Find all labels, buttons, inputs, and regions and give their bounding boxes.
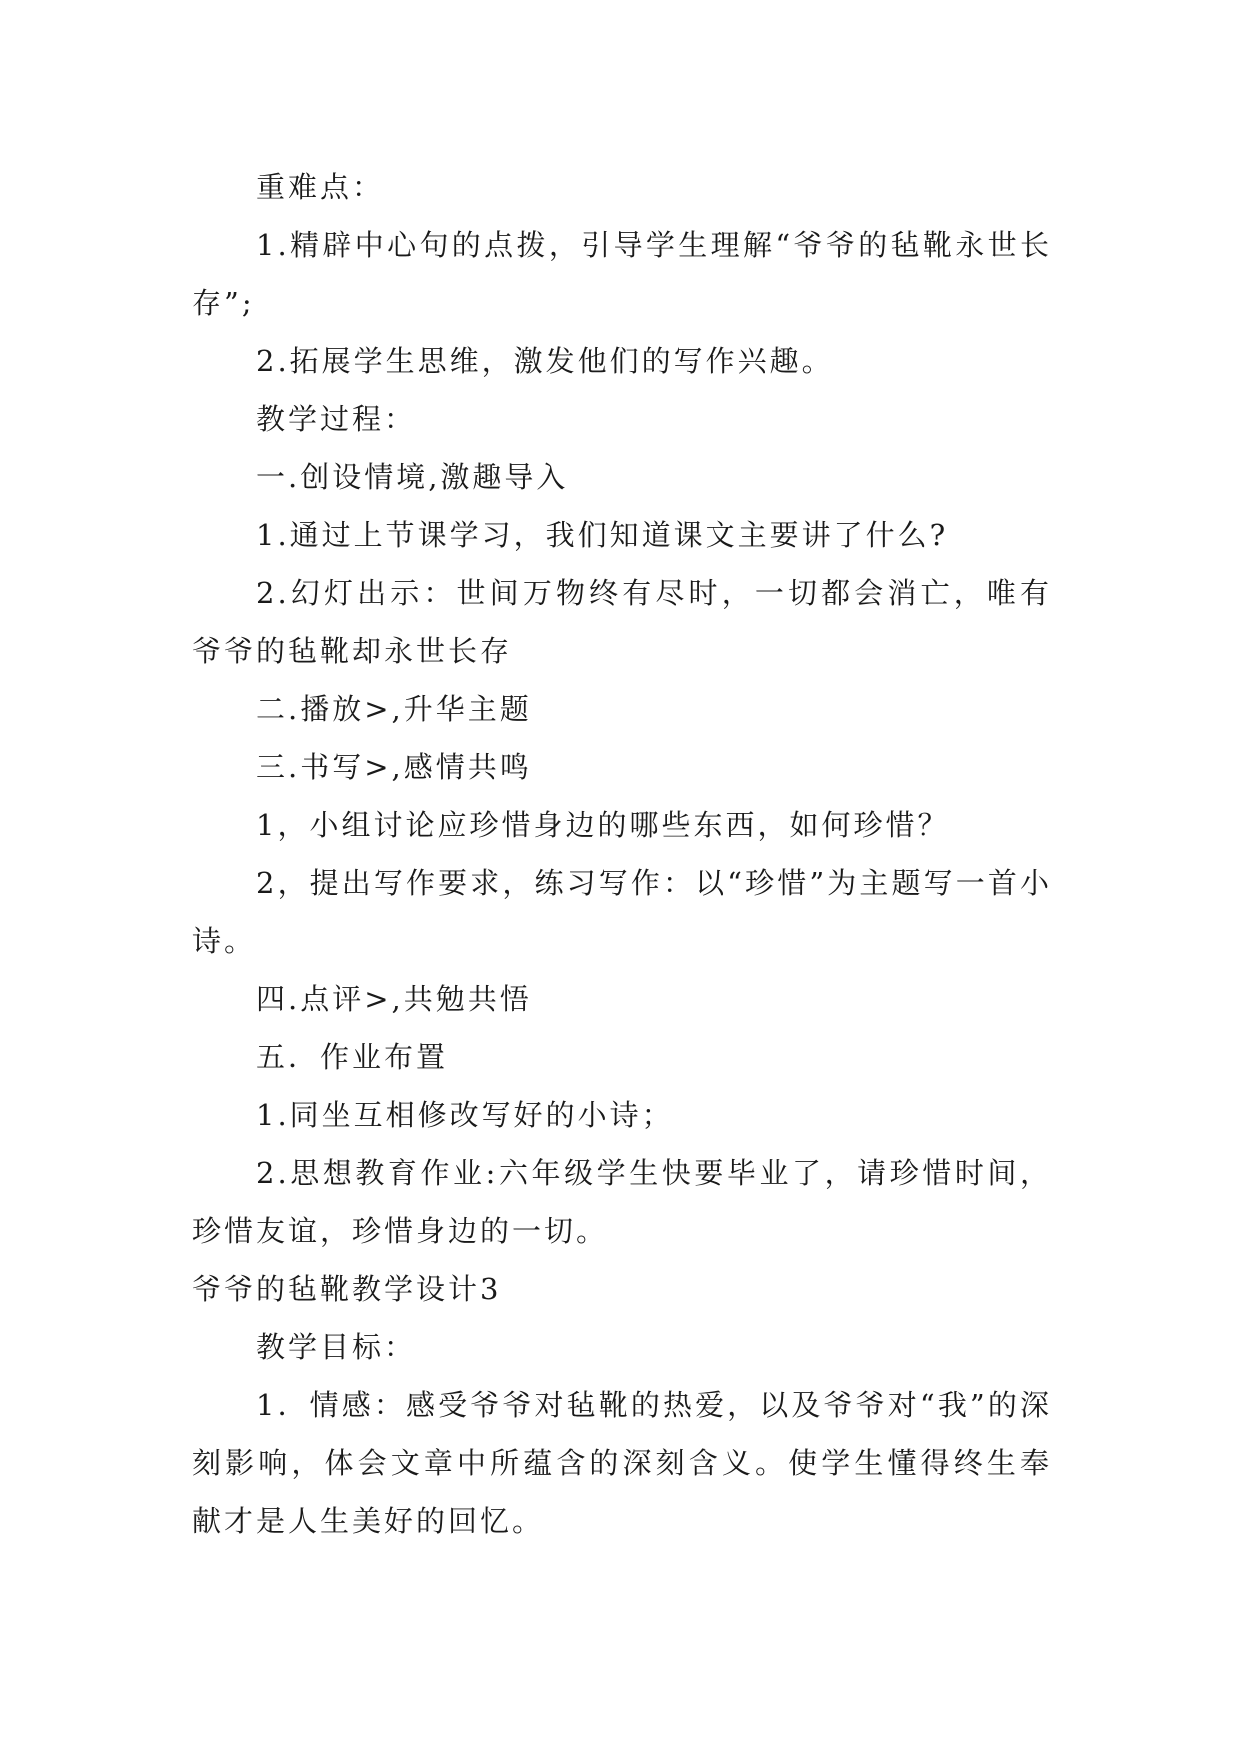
paragraph: 2.拓展学生思维，激发他们的写作兴趣。 [256, 344, 834, 378]
document-body [192, 158, 1052, 1550]
section-heading: 三.书写>,感情共鸣 [256, 750, 532, 784]
paragraph: 重难点： [256, 170, 385, 204]
section-heading: 五．作业布置 [256, 1040, 449, 1074]
paragraph: 1.精辟中心句的点拨，引导学生理解“爷爷的毡靴永世长存”; [192, 228, 1052, 320]
paragraph: 2，提出写作要求，练习写作：以“珍惜”为主题写一首小诗。 [192, 866, 1052, 958]
section-heading: 教学目标： [256, 1330, 417, 1364]
paragraph: 1.同坐互相修改写好的小诗； [256, 1098, 674, 1132]
section-heading: 二.播放>,升华主题 [256, 692, 532, 726]
paragraph: 1，小组讨论应珍惜身边的哪些东西，如何珍惜？ [256, 808, 950, 842]
section-heading: 一.创设情境,激趣导入 [256, 460, 569, 494]
document-title: 爷爷的毡靴教学设计3 [192, 1272, 502, 1306]
paragraph: 2.幻灯出示：世间万物终有尽时，一切都会消亡，唯有爷爷的毡靴却永世长存 [192, 576, 1052, 668]
paragraph: 1.通过上节课学习，我们知道课文主要讲了什么? [256, 518, 949, 552]
section-heading: 四.点评>,共勉共悟 [256, 982, 532, 1016]
paragraph: 1．情感：感受爷爷对毡靴的热爱，以及爷爷对“我”的深刻影响，体会文章中所蕴含的深刻含义。使学生懂得终生奉献才是人生美好的回忆。 [192, 1388, 1052, 1538]
section-heading: 教学过程： [256, 402, 417, 436]
paragraph: 2.思想教育作业:六年级学生快要毕业了，请珍惜时间，珍惜友谊，珍惜身边的一切。 [192, 1156, 1052, 1248]
